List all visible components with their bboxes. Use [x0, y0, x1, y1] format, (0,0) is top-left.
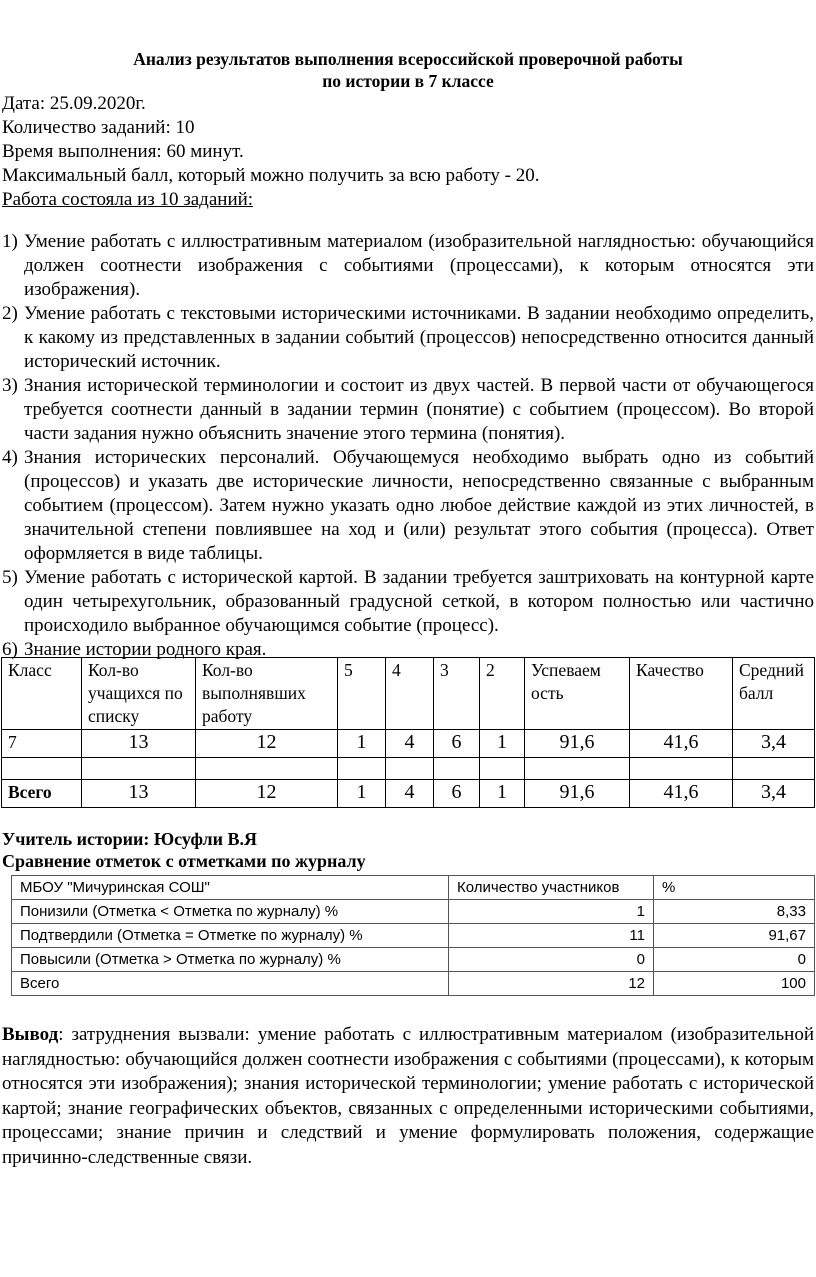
column-header: 2 [480, 658, 525, 730]
item-text: Знания исторической терминологии и состоит из двух частей. В первой части от обучающегося требуется соотнести данный в задании термин (понятие) с событием (процессом). Во второй части задания нужно объяснить значение этого термина (понятия). [24, 375, 814, 444]
header-row [12, 876, 815, 900]
table-row [12, 972, 815, 996]
column-header: 5 [338, 658, 386, 730]
table-cell [630, 758, 733, 780]
item-number: 4) [2, 447, 18, 468]
table-cell [196, 758, 338, 780]
item-text: Умение работать с исторической картой. В задании требуется заштриховать на контурной карте один четырехугольник, образованный градусной сеткой, в котором полностью или частично происходило выбранное обучающимся событие (процесс). [24, 567, 814, 636]
comparison-table [11, 875, 815, 996]
table-cell: Повысили (Отметка > Отметка по журналу) % [12, 948, 449, 972]
table-cell [480, 758, 525, 780]
teacher-block [2, 828, 366, 872]
table-cell: 7 [2, 730, 82, 758]
table-cell: 91,6 [525, 780, 630, 808]
table-cell: 1 [449, 900, 654, 924]
header-row [2, 658, 815, 730]
table-cell: 1 [338, 780, 386, 808]
date: Дата: 25.09.2020г. [2, 93, 146, 114]
table-cell: Всего [2, 780, 82, 808]
conclusion-label: Вывод [2, 1024, 59, 1045]
table-row [12, 900, 815, 924]
column-header: Качество [630, 658, 733, 730]
item-text: Умение работать с иллюстративным материалом (изобразительной наглядностью: обучающийся должен соотнести изображения с событиями (процессами), к которым относятся эти изображения). [24, 231, 814, 300]
table-cell: 13 [82, 730, 196, 758]
table-cell: 100 [654, 972, 815, 996]
table-cell: 13 [82, 780, 196, 808]
structure-heading: Работа состояла из 10 заданий: [2, 189, 254, 210]
table-cell [525, 758, 630, 780]
title-line: по истории в 7 классе [322, 71, 494, 91]
table-cell: 41,6 [630, 730, 733, 758]
column-header: Кол-во учащихся по списку [82, 658, 196, 730]
table-cell: 4 [386, 780, 434, 808]
table-cell: 3,4 [733, 730, 815, 758]
table-row [2, 758, 815, 780]
item-number: 6) [2, 639, 18, 660]
document-title [2, 48, 814, 92]
table-row [2, 780, 815, 808]
table-cell [733, 758, 815, 780]
max-score: Максимальный балл, который можно получить за всю работу - 20. [2, 165, 540, 186]
item-number: 5) [2, 567, 18, 588]
table-row [2, 730, 815, 758]
comparison-title: Сравнение отметок с отметками по журналу [2, 851, 366, 871]
table-row [12, 924, 815, 948]
table-cell: Понизили (Отметка < Отметка по журналу) % [12, 900, 449, 924]
table-cell [82, 758, 196, 780]
table-cell: 1 [480, 780, 525, 808]
table-cell [434, 758, 480, 780]
table-cell: 12 [196, 730, 338, 758]
column-header: Класс [2, 658, 82, 730]
column-header: % [654, 876, 815, 900]
table-cell: Подтвердили (Отметка = Отметке по журналу) % [12, 924, 449, 948]
table-cell [338, 758, 386, 780]
conclusion [2, 1023, 814, 1170]
table-cell: 6 [434, 730, 480, 758]
column-header: МБОУ "Мичуринская СОШ" [12, 876, 449, 900]
table-cell: 0 [449, 948, 654, 972]
column-header: 3 [434, 658, 480, 730]
task-count: Количество заданий: 10 [2, 117, 195, 138]
item-number: 3) [2, 375, 18, 396]
table-cell: 8,33 [654, 900, 815, 924]
table-cell: 12 [449, 972, 654, 996]
task-list [2, 230, 814, 662]
column-header: Успеваем ость [525, 658, 630, 730]
column-header: Средний балл [733, 658, 815, 730]
table-cell: 0 [654, 948, 815, 972]
teacher-name: Учитель истории: Юсуфли В.Я [2, 829, 257, 849]
list-item [2, 302, 814, 374]
table-cell: 11 [449, 924, 654, 948]
table-cell: 41,6 [630, 780, 733, 808]
document-page [2, 48, 814, 1168]
table-cell [2, 758, 82, 780]
item-text: Умение работать с текстовыми историческими источниками. В задании необходимо определить, к какому из представленных в задании событий (процессов) непосредственно относится данный исторический источник. [24, 303, 814, 372]
column-header: Количество участников [449, 876, 654, 900]
list-item [2, 566, 814, 638]
table-cell: 1 [480, 730, 525, 758]
item-text: Знания исторических персоналий. Обучающемуся необходимо выбрать одно из событий (процессов) и указать две исторические личности, непосредственно связанные с выбранным событием (процессом). Затем нужно указать одно любое действие каждой из этих личностей, в значительной степени повлиявшее на ход и (или) результат этого события (процесса). Ответ оформляется в виде таблицы. [24, 447, 814, 564]
table-cell: 4 [386, 730, 434, 758]
duration: Время выполнения: 60 минут. [2, 141, 244, 162]
results-table [1, 657, 815, 808]
column-header: Кол-во выполнявших работу [196, 658, 338, 730]
column-header: 4 [386, 658, 434, 730]
table-cell [386, 758, 434, 780]
table-cell: 3,4 [733, 780, 815, 808]
item-number: 2) [2, 303, 18, 324]
item-number: 1) [2, 231, 18, 252]
table-row [12, 948, 815, 972]
list-item [2, 374, 814, 446]
list-item [2, 230, 814, 302]
list-item [2, 446, 814, 566]
conclusion-text: : затруднения вызвали: умение работать с иллюстративным материалом (изобразительной наглядностью: обучающийся должен соотнести изображения с событиями (процессами), к которым относятся эти изображения); знания исторической терминологии; умение работать с исторической картой; знание географических объектов, связанных с определенными историческими событиями, процессами; знание причин и следствий и умение формулировать положения, содержащие причинно-следственные связи. [2, 1024, 814, 1168]
title-line: Анализ результатов выполнения всероссийской проверочной работы [133, 49, 683, 69]
table-cell: 91,67 [654, 924, 815, 948]
table-cell: 1 [338, 730, 386, 758]
table-cell: 12 [196, 780, 338, 808]
table-cell: 6 [434, 780, 480, 808]
table-cell: Всего [12, 972, 449, 996]
item-text: Знание истории родного края. [24, 639, 267, 660]
table-cell: 91,6 [525, 730, 630, 758]
